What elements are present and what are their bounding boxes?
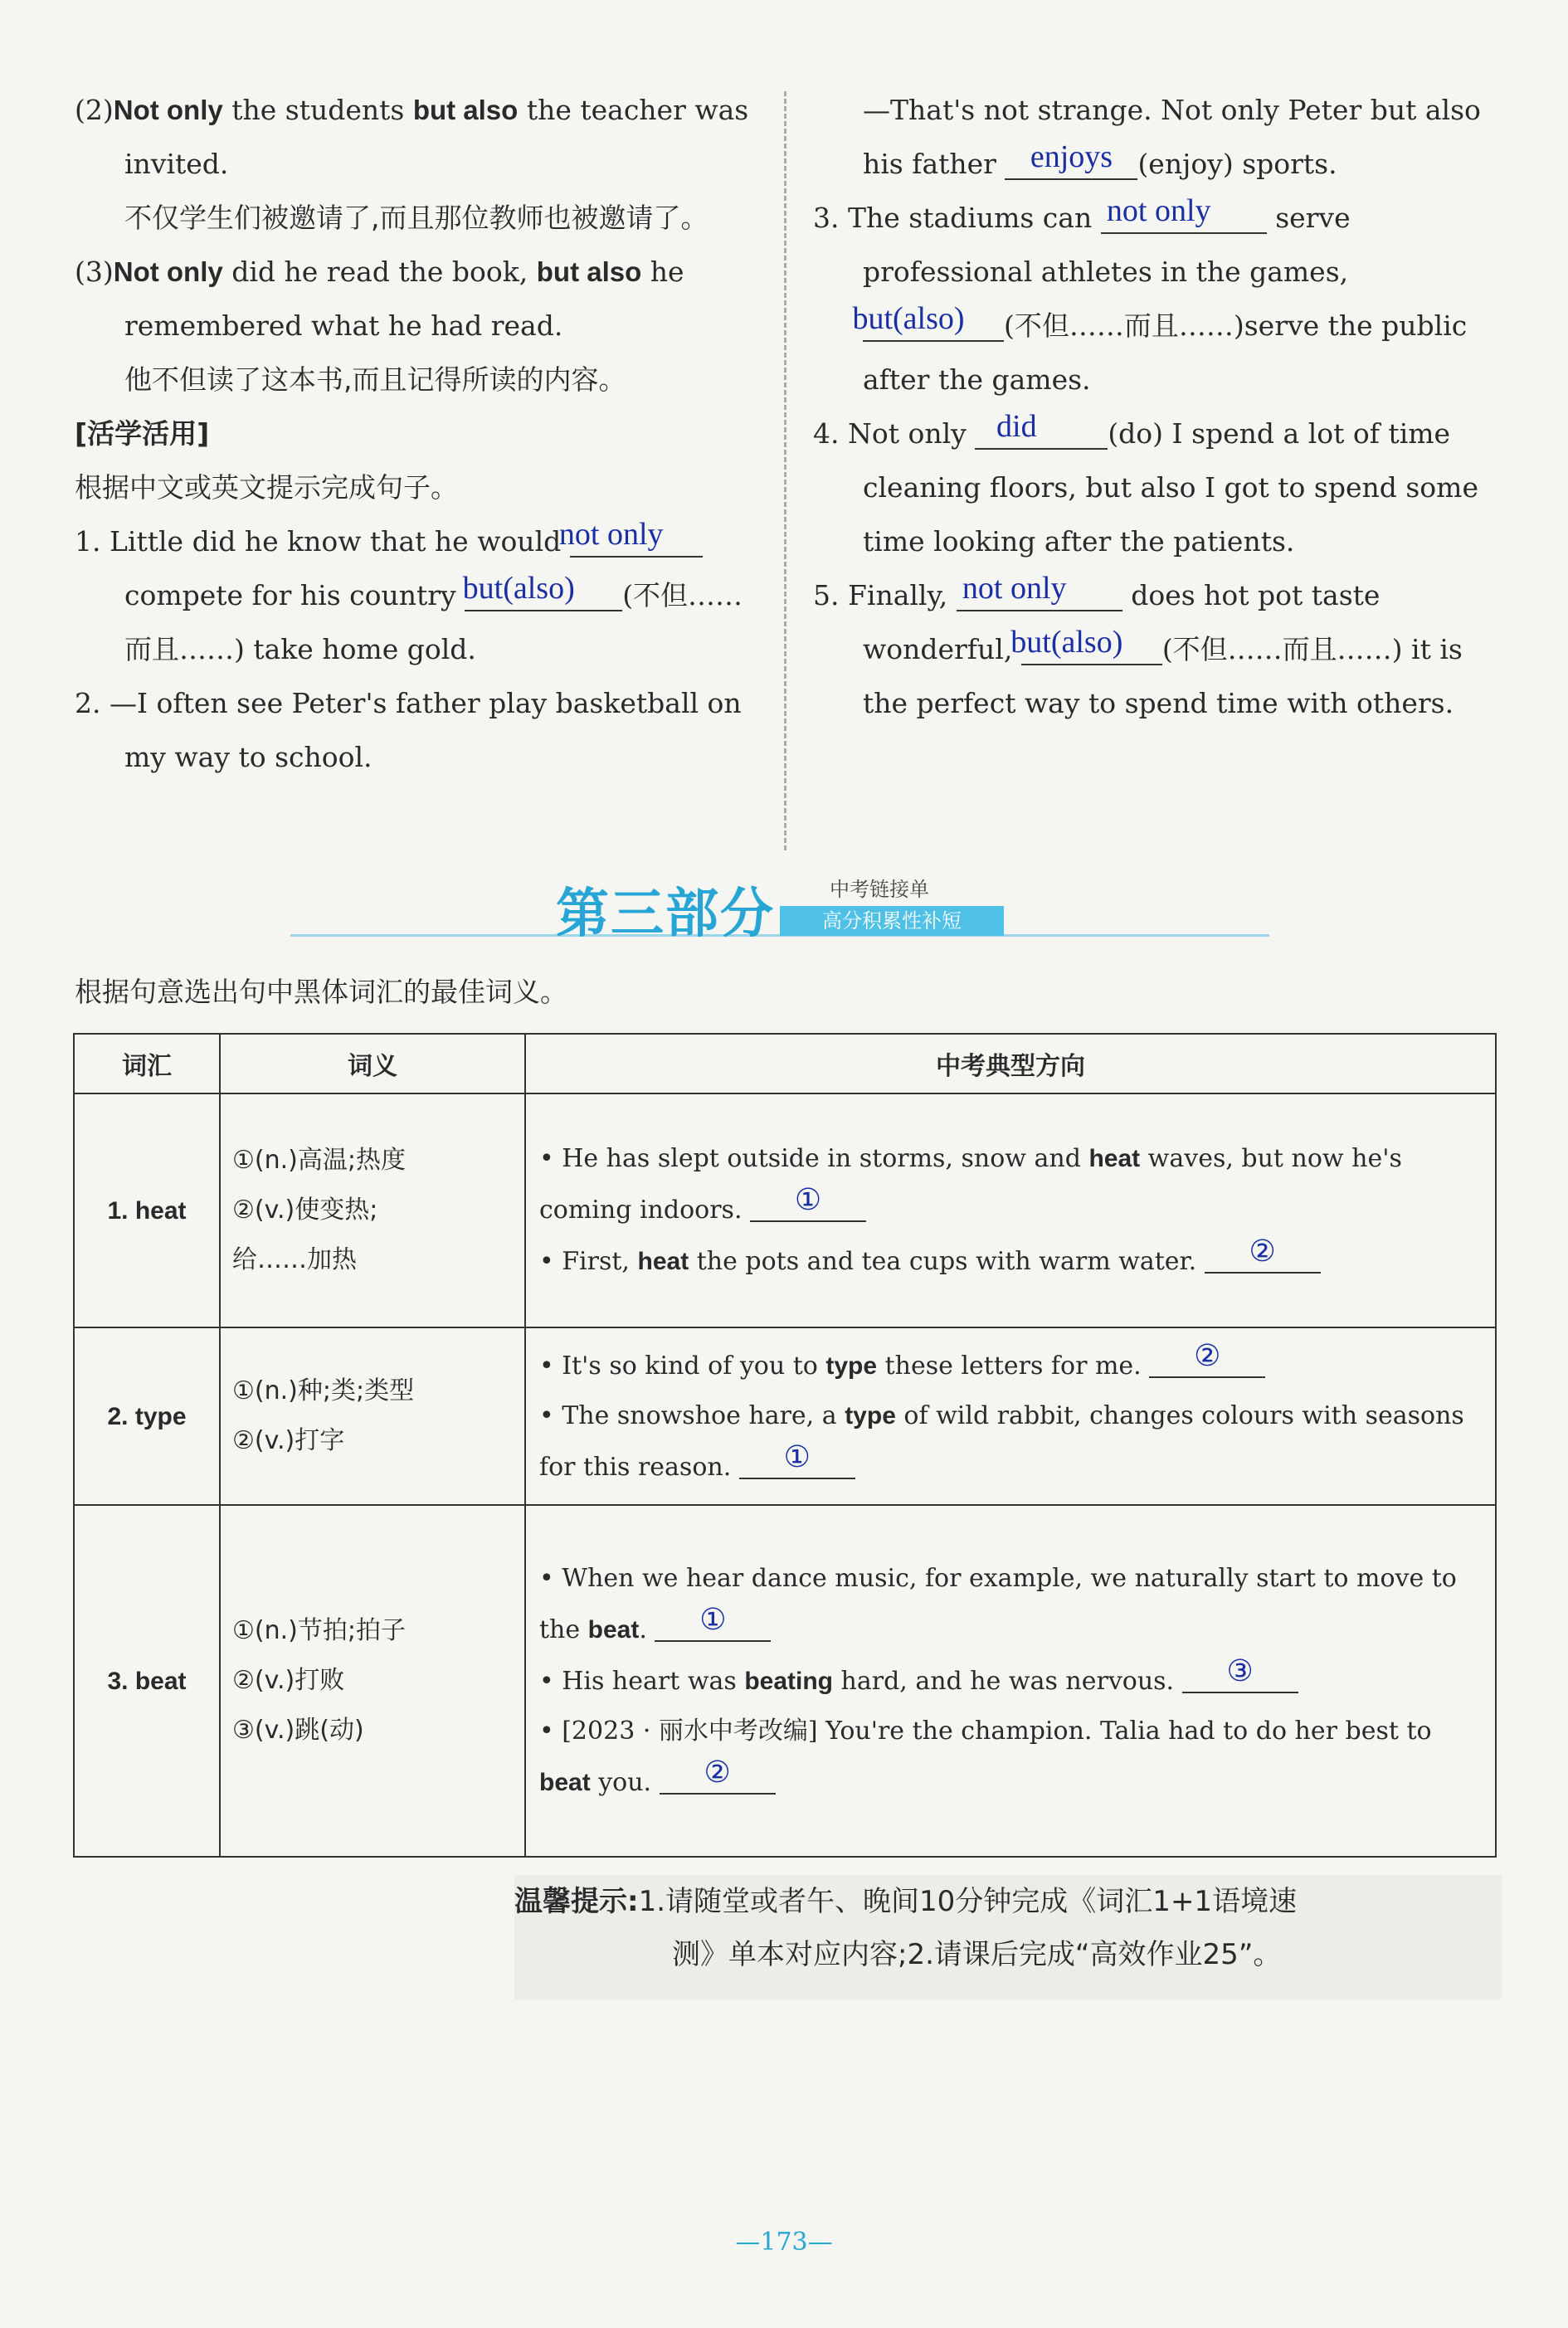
section-subtitle: 中考链接单 bbox=[830, 878, 929, 901]
meanings: ①(n.)节拍;拍子 ②(v.)打败 ③(v.)跳(动) bbox=[220, 1505, 525, 1857]
question-1: 1. Little did he know that he would not only compete for his country but(also) (不但……而且……) take home gold. bbox=[75, 514, 755, 676]
answer-blank[interactable]: ② bbox=[1205, 1235, 1321, 1274]
table-row bbox=[74, 1327, 1496, 1505]
example-2: (2)Not only the students but also the teacher was invited. bbox=[75, 94, 749, 180]
answer-blank[interactable]: ① bbox=[739, 1441, 855, 1479]
example-sentence: • His heart was beating hard, and he was nervous. ③ bbox=[539, 1655, 1482, 1707]
example-sentence: • The snowshoe hare, a type of wild rabbit, changes colours with seasons for this reason. ① bbox=[539, 1401, 1464, 1482]
table-header-row bbox=[74, 1034, 1496, 1093]
tips-line-1: 1.请随堂或者午、晚间10分钟完成《词汇1+1语境速 bbox=[638, 1885, 1298, 1918]
practice-instruction: 根据中文或英文提示完成句子。 bbox=[75, 471, 458, 504]
column-divider bbox=[784, 91, 786, 850]
answer-blank[interactable]: enjoys bbox=[1005, 137, 1137, 180]
question-3: 3. The stadiums can not only serve professional athletes in the games, but(also) (不但……而且……)serve the public after the games. bbox=[813, 191, 1493, 407]
answer-blank[interactable]: ① bbox=[750, 1184, 866, 1222]
example-sentence: • When we hear dance music, for example, we naturally start to move to the beat. ① bbox=[539, 1564, 1457, 1644]
example-3: (3)Not only did he read the book, but also he remembered what he had read. bbox=[75, 256, 684, 342]
left-column bbox=[75, 83, 755, 784]
answer-blank[interactable]: not only bbox=[570, 514, 703, 558]
example-sentence: • First, heat the pots and tea cups with warm water. ② bbox=[539, 1235, 1482, 1287]
practice-title: [活学活用] bbox=[75, 417, 210, 450]
answer-blank[interactable]: but(also) bbox=[1021, 622, 1162, 665]
tips-box bbox=[514, 1875, 1502, 1999]
example-sentence: • It's so kind of you to type these letters for me. ② bbox=[539, 1340, 1482, 1391]
tips-line-2: 测》单本对应内容;2.请课后完成“高效作业25”。 bbox=[672, 1938, 1282, 1971]
meanings: ①(n.)种;类;类型 ②(v.)打字 bbox=[220, 1327, 525, 1505]
tips-label: 温馨提示: bbox=[514, 1885, 639, 1918]
vocab-instruction: 根据句意选出句中黑体词汇的最佳词义。 bbox=[75, 976, 567, 1008]
meanings: ①(n.)高温;热度 ②(v.)使变热; 给……加热 bbox=[220, 1093, 525, 1327]
keyword-not-only: Not only bbox=[113, 256, 223, 287]
answer-blank[interactable]: not only bbox=[957, 568, 1122, 611]
vocab-table bbox=[73, 1033, 1497, 1858]
table-row bbox=[74, 1093, 1496, 1327]
header-meaning: 词义 bbox=[220, 1034, 525, 1093]
example-sentence: • He has slept outside in storms, snow and heat waves, but now he's coming indoors. ① bbox=[539, 1144, 1402, 1225]
answer-blank[interactable]: but(also) bbox=[863, 299, 1004, 342]
keyword-not-only: Not only bbox=[113, 95, 223, 125]
examples bbox=[525, 1093, 1496, 1327]
example-sentence: • [2023 · 丽水中考改编] You're the champion. Talia had to do her best to beat you. ② bbox=[539, 1717, 1432, 1797]
question-2: 2. —I often see Peter's father play basketball on my way to school. bbox=[75, 687, 742, 773]
answer-blank[interactable]: did bbox=[975, 407, 1108, 450]
examples bbox=[525, 1327, 1496, 1505]
vocab-word: 2. type bbox=[107, 1402, 187, 1430]
keyword-but-also: but also bbox=[536, 256, 642, 287]
question-5: 5. Finally, not only does hot pot taste wonderful, but(also) (不但……而且……) it is the perfect way to spend time with others. bbox=[813, 568, 1493, 730]
answer-blank[interactable]: ② bbox=[1149, 1340, 1265, 1378]
answer-blank[interactable]: but(also) bbox=[465, 568, 622, 611]
section-title: 第三部分 bbox=[556, 884, 775, 945]
right-column bbox=[813, 83, 1493, 730]
keyword-but-also: but also bbox=[412, 95, 519, 125]
question-4: 4. Not only did (do) I spend a lot of time cleaning floors, but also I got to spend some time looking after the patients. bbox=[813, 407, 1493, 568]
section-banner bbox=[290, 863, 1269, 946]
section-tag: 高分积累性补短 bbox=[780, 906, 1004, 936]
examples bbox=[525, 1505, 1496, 1857]
vocab-word: 3. beat bbox=[107, 1667, 187, 1695]
answer-blank[interactable]: not only bbox=[1101, 191, 1267, 234]
example-2-translation: 不仅学生们被邀请了,而且那位教师也被邀请了。 bbox=[124, 202, 709, 234]
vocab-word: 1. heat bbox=[107, 1196, 187, 1225]
header-examples: 中考典型方向 bbox=[525, 1034, 1496, 1093]
answer-blank[interactable]: ① bbox=[655, 1604, 771, 1642]
table-row bbox=[74, 1505, 1496, 1857]
question-2-reply: —That's not strange. Not only Peter but also his father enjoys (enjoy) sports. bbox=[863, 94, 1481, 180]
answer-blank[interactable]: ② bbox=[660, 1756, 776, 1795]
header-word: 词汇 bbox=[74, 1034, 220, 1093]
page-number: —173— bbox=[735, 2228, 833, 2257]
answer-blank[interactable]: ③ bbox=[1182, 1655, 1298, 1693]
example-3-translation: 他不但读了这本书,而且记得所读的内容。 bbox=[124, 363, 626, 396]
